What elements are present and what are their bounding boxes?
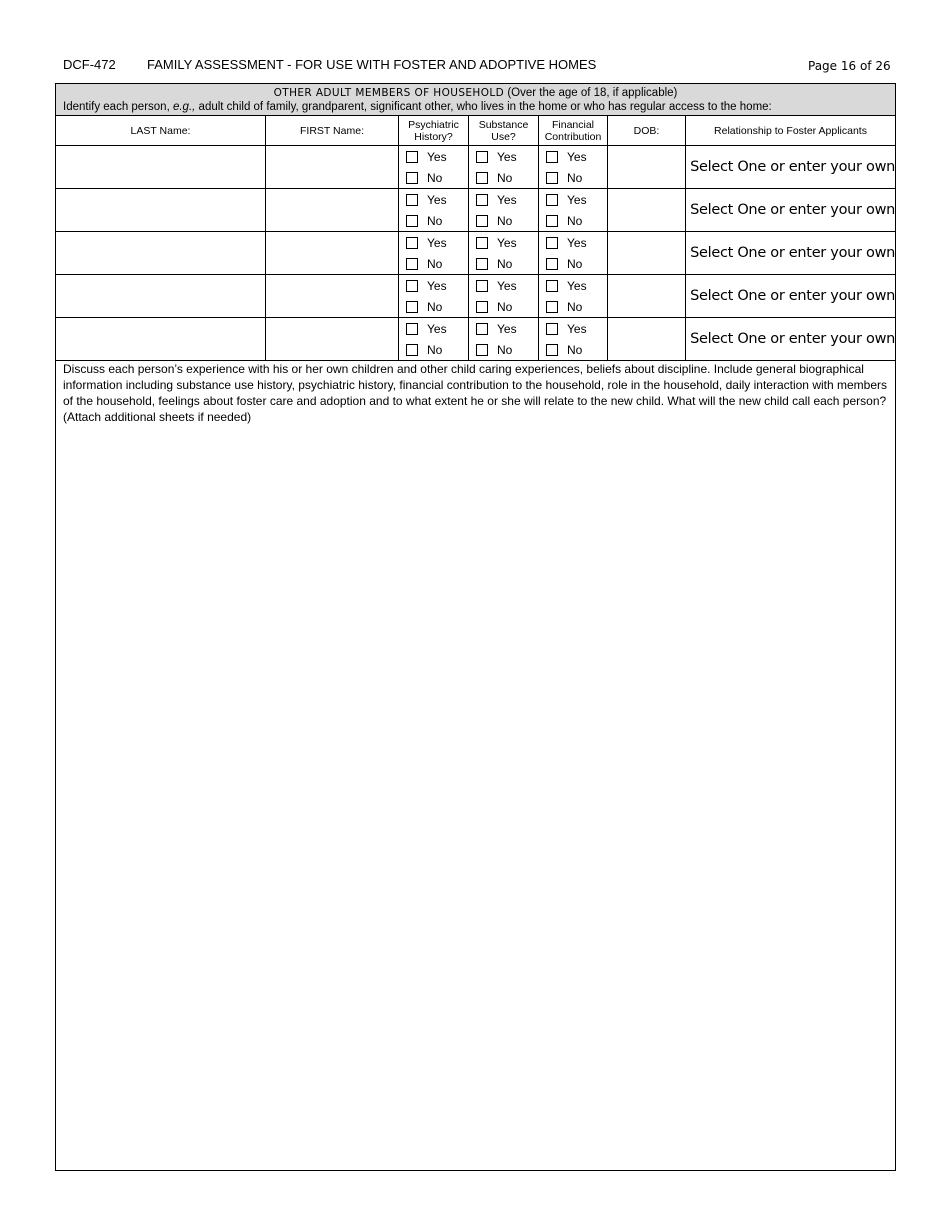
no-label: No xyxy=(497,170,513,185)
col-label-line: Contribution xyxy=(544,130,602,143)
psychiatric-history-yes-checkbox[interactable] xyxy=(406,323,418,335)
financial-contribution-no-option[interactable] xyxy=(539,210,607,231)
relationship-dropdown[interactable]: Select One or enter your own xyxy=(686,189,896,232)
dob-field[interactable] xyxy=(608,189,686,232)
yes-label: Yes xyxy=(567,149,587,164)
page-number: Page 16 of 26 xyxy=(808,59,891,73)
financial-contribution-yes-checkbox[interactable] xyxy=(546,237,558,249)
section-header xyxy=(56,84,896,116)
psychiatric-history-cell xyxy=(399,275,469,318)
psychiatric-history-no-checkbox[interactable] xyxy=(406,215,418,227)
table-row xyxy=(56,189,896,232)
yes-label: Yes xyxy=(567,321,587,336)
financial-contribution-no-checkbox[interactable] xyxy=(546,172,558,184)
no-label: No xyxy=(497,213,513,228)
financial-contribution-no-option[interactable] xyxy=(539,167,607,188)
financial-contribution-yes-option[interactable] xyxy=(539,232,607,253)
psychiatric-history-yes-checkbox[interactable] xyxy=(406,194,418,206)
dob-field[interactable] xyxy=(608,318,686,361)
no-label: No xyxy=(427,342,443,357)
no-label: No xyxy=(497,256,513,271)
psychiatric-history-yes-option[interactable] xyxy=(399,275,468,296)
section-title xyxy=(56,85,895,100)
financial-contribution-no-checkbox[interactable] xyxy=(546,258,558,270)
instruction-emphasis: e.g., xyxy=(172,101,196,113)
psychiatric-history-no-option[interactable] xyxy=(399,339,468,360)
household-members-table xyxy=(55,83,896,1171)
last-name-field[interactable] xyxy=(56,318,266,361)
col-last-name: LAST Name: xyxy=(56,116,266,146)
substance-use-no-checkbox[interactable] xyxy=(476,258,488,270)
substance-use-yes-checkbox[interactable] xyxy=(476,280,488,292)
yes-label: Yes xyxy=(497,149,517,164)
financial-contribution-no-option[interactable] xyxy=(539,253,607,274)
psychiatric-history-yes-checkbox[interactable] xyxy=(406,151,418,163)
no-label: No xyxy=(427,256,443,271)
yes-label: Yes xyxy=(497,278,517,293)
psychiatric-history-yes-option[interactable] xyxy=(399,146,468,167)
section-instruction xyxy=(56,100,895,114)
substance-use-yes-checkbox[interactable] xyxy=(476,237,488,249)
financial-contribution-yes-option[interactable] xyxy=(539,275,607,296)
yes-label: Yes xyxy=(427,321,447,336)
col-psychiatric-history xyxy=(399,116,469,146)
yes-label: Yes xyxy=(427,235,447,250)
substance-use-no-option[interactable] xyxy=(469,339,538,360)
psychiatric-history-no-checkbox[interactable] xyxy=(406,301,418,313)
relationship-dropdown[interactable]: Select One or enter your own xyxy=(686,318,896,361)
col-label-line: Financial xyxy=(551,118,595,131)
yes-label: Yes xyxy=(567,192,587,207)
first-name-field[interactable] xyxy=(266,146,399,189)
substance-use-yes-option[interactable] xyxy=(469,275,538,296)
psychiatric-history-yes-checkbox[interactable] xyxy=(406,280,418,292)
first-name-field[interactable] xyxy=(266,318,399,361)
table-row xyxy=(56,232,896,275)
dob-field[interactable] xyxy=(608,275,686,318)
substance-use-no-checkbox[interactable] xyxy=(476,301,488,313)
table-row xyxy=(56,146,896,189)
no-label: No xyxy=(427,170,443,185)
substance-use-yes-option[interactable] xyxy=(469,232,538,253)
substance-use-yes-option[interactable] xyxy=(469,189,538,210)
substance-use-no-option[interactable] xyxy=(469,296,538,317)
last-name-field[interactable] xyxy=(56,275,266,318)
substance-use-cell xyxy=(469,232,539,275)
yes-label: Yes xyxy=(567,278,587,293)
no-label: No xyxy=(567,342,583,357)
psychiatric-history-cell xyxy=(399,232,469,275)
yes-label: Yes xyxy=(427,192,447,207)
psychiatric-history-no-checkbox[interactable] xyxy=(406,344,418,356)
col-dob: DOB: xyxy=(608,116,686,146)
psychiatric-history-cell xyxy=(399,146,469,189)
col-relationship: Relationship to Foster Applicants xyxy=(686,116,896,146)
dob-field[interactable] xyxy=(608,232,686,275)
section-title-note: (Over the age of 18, if applicable) xyxy=(504,87,678,99)
financial-contribution-cell xyxy=(539,146,608,189)
relationship-dropdown[interactable]: Select One or enter your own xyxy=(686,146,896,189)
col-financial-contribution xyxy=(539,116,608,146)
table-row xyxy=(56,318,896,361)
psychiatric-history-no-option[interactable] xyxy=(399,167,468,188)
financial-contribution-no-option[interactable] xyxy=(539,296,607,317)
financial-contribution-cell xyxy=(539,318,608,361)
no-label: No xyxy=(497,342,513,357)
form-title: FAMILY ASSESSMENT - FOR USE WITH FOSTER AND ADOPTIVE HOMES xyxy=(147,57,597,72)
psychiatric-history-yes-option[interactable] xyxy=(399,189,468,210)
substance-use-cell xyxy=(469,146,539,189)
no-label: No xyxy=(427,299,443,314)
no-label: No xyxy=(497,299,513,314)
col-first-name: FIRST Name: xyxy=(266,116,399,146)
first-name-field[interactable] xyxy=(266,189,399,232)
yes-label: Yes xyxy=(567,235,587,250)
financial-contribution-yes-option[interactable] xyxy=(539,146,607,167)
substance-use-cell xyxy=(469,189,539,232)
financial-contribution-cell xyxy=(539,189,608,232)
instruction-text: adult child of family, grandparent, significant other, who lives in the home or who has regular access to the home: xyxy=(195,101,772,113)
psychiatric-history-yes-option[interactable] xyxy=(399,232,468,253)
financial-contribution-yes-checkbox[interactable] xyxy=(546,280,558,292)
financial-contribution-cell xyxy=(539,275,608,318)
substance-use-yes-checkbox[interactable] xyxy=(476,194,488,206)
dob-field[interactable] xyxy=(608,146,686,189)
relationship-dropdown[interactable]: Select One or enter your own xyxy=(686,232,896,275)
psychiatric-history-cell xyxy=(399,189,469,232)
no-label: No xyxy=(567,256,583,271)
financial-contribution-yes-checkbox[interactable] xyxy=(546,151,558,163)
substance-use-no-checkbox[interactable] xyxy=(476,344,488,356)
substance-use-no-option[interactable] xyxy=(469,253,538,274)
financial-contribution-yes-checkbox[interactable] xyxy=(546,323,558,335)
yes-label: Yes xyxy=(427,149,447,164)
financial-contribution-yes-checkbox[interactable] xyxy=(546,194,558,206)
relationship-dropdown[interactable]: Select One or enter your own xyxy=(686,275,896,318)
psychiatric-history-no-option[interactable] xyxy=(399,296,468,317)
table-row xyxy=(56,275,896,318)
psychiatric-history-yes-checkbox[interactable] xyxy=(406,237,418,249)
yes-label: Yes xyxy=(497,321,517,336)
section-title-caps: OTHER ADULT MEMBERS OF HOUSEHOLD xyxy=(273,87,505,99)
psychiatric-history-cell xyxy=(399,318,469,361)
yes-label: Yes xyxy=(497,235,517,250)
no-label: No xyxy=(427,213,443,228)
first-name-field[interactable] xyxy=(266,232,399,275)
col-label-line: Psychiatric xyxy=(408,118,459,131)
substance-use-yes-option[interactable] xyxy=(469,318,538,339)
col-label-line: Use? xyxy=(491,130,516,143)
substance-use-cell xyxy=(469,318,539,361)
substance-use-no-option[interactable] xyxy=(469,210,538,231)
substance-use-no-checkbox[interactable] xyxy=(476,215,488,227)
financial-contribution-yes-option[interactable] xyxy=(539,189,607,210)
no-label: No xyxy=(567,170,583,185)
first-name-field[interactable] xyxy=(266,275,399,318)
psychiatric-history-yes-option[interactable] xyxy=(399,318,468,339)
substance-use-yes-option[interactable] xyxy=(469,146,538,167)
financial-contribution-no-checkbox[interactable] xyxy=(546,344,558,356)
substance-use-no-option[interactable] xyxy=(469,167,538,188)
substance-use-cell xyxy=(469,275,539,318)
financial-contribution-no-checkbox[interactable] xyxy=(546,301,558,313)
substance-use-yes-checkbox[interactable] xyxy=(476,151,488,163)
discussion-prompt: Discuss each person’s experience with his or her own children and other child caring experiences, beliefs about discipline. Include general biographical information including substance use history, psychiatric history, financial contribution to the household, role in the household, daily interaction with members of the household, feelings about foster care and adoption and to what extent he or she will relate to the new child. What will the new child call each person? (Attach additional sheets if needed) xyxy=(63,362,887,424)
psychiatric-history-no-checkbox[interactable] xyxy=(406,258,418,270)
financial-contribution-no-option[interactable] xyxy=(539,339,607,360)
no-label: No xyxy=(567,299,583,314)
financial-contribution-no-checkbox[interactable] xyxy=(546,215,558,227)
last-name-field[interactable] xyxy=(56,232,266,275)
yes-label: Yes xyxy=(497,192,517,207)
substance-use-no-checkbox[interactable] xyxy=(476,172,488,184)
financial-contribution-yes-option[interactable] xyxy=(539,318,607,339)
last-name-field[interactable] xyxy=(56,189,266,232)
no-label: No xyxy=(567,213,583,228)
col-substance-use xyxy=(469,116,539,146)
psychiatric-history-no-checkbox[interactable] xyxy=(406,172,418,184)
form-number: DCF-472 xyxy=(63,57,116,72)
psychiatric-history-no-option[interactable] xyxy=(399,253,468,274)
financial-contribution-cell xyxy=(539,232,608,275)
col-label-line: Substance xyxy=(478,118,529,131)
discussion-box[interactable] xyxy=(56,361,896,1171)
psychiatric-history-no-option[interactable] xyxy=(399,210,468,231)
col-label-line: History? xyxy=(414,130,453,143)
last-name-field[interactable] xyxy=(56,146,266,189)
instruction-text: Identify each person, xyxy=(63,101,173,113)
substance-use-yes-checkbox[interactable] xyxy=(476,323,488,335)
yes-label: Yes xyxy=(427,278,447,293)
